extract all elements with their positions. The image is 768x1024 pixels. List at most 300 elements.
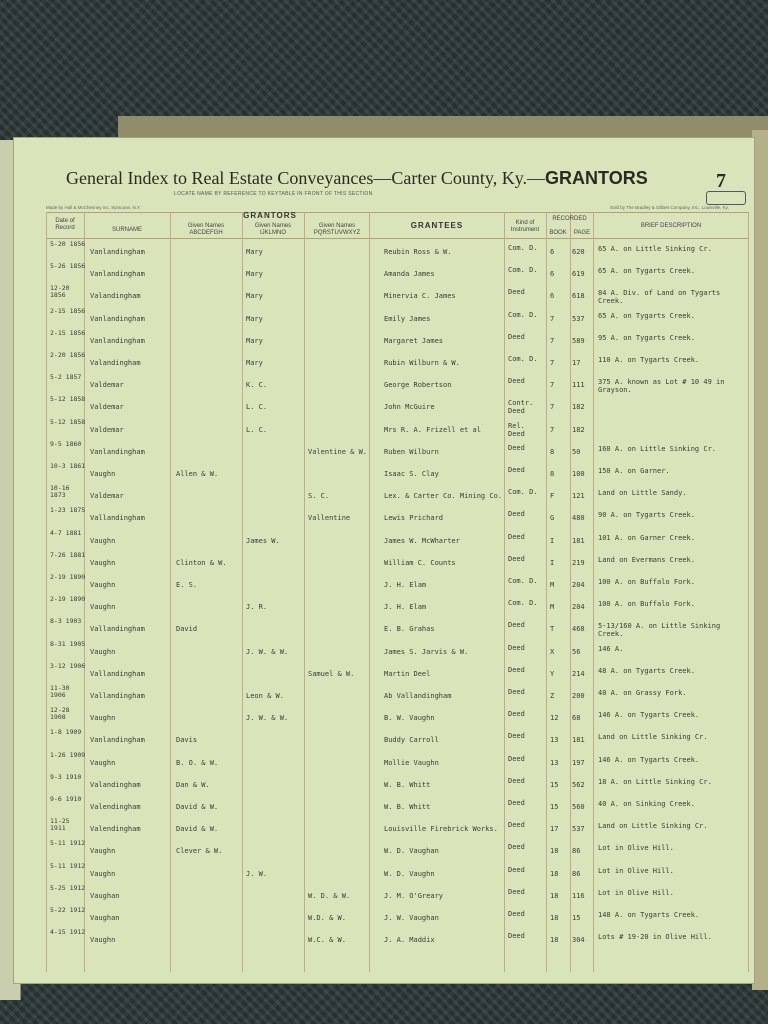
- entry-book: M: [550, 603, 555, 612]
- entry-grantee: W. D. Vaughn: [384, 869, 435, 878]
- header-top-rule: [46, 212, 748, 213]
- entry-grantee: W. B. Whitt: [384, 803, 431, 811]
- entry-surname: Vaughn: [90, 714, 116, 723]
- entry-grantee: Minervia C. James: [384, 292, 456, 301]
- entry-date: 9-3 1910: [50, 772, 82, 781]
- entry-book: Y: [550, 669, 555, 678]
- entry-given-ijklmno: J. R.: [246, 603, 268, 612]
- entry-surname: Vaughan: [90, 891, 120, 900]
- entry-grantee: John McGuire: [384, 403, 435, 412]
- entry-grantee: Amanda James: [384, 270, 435, 279]
- entry-book: 6: [550, 292, 555, 301]
- entry-book: 13: [550, 758, 559, 767]
- entry-grantee: James S. Jarvis & W.: [384, 647, 469, 656]
- table-row: [14, 596, 754, 618]
- entry-kind: Com. D.: [508, 355, 538, 363]
- entry-book: 12: [550, 714, 559, 723]
- entry-book: 18: [550, 847, 559, 856]
- entry-given-abcdefgh: E. S.: [176, 581, 198, 589]
- entry-book: M: [550, 581, 555, 589]
- entry-book: 7: [550, 314, 555, 323]
- entry-surname: Vanlandingham: [90, 336, 145, 345]
- entry-kind: Deed: [508, 710, 525, 719]
- entry-page: 618: [572, 292, 585, 301]
- entry-grantee: Margaret James: [384, 336, 444, 345]
- entry-grantee: Lewis Prichard: [384, 514, 444, 523]
- entry-grantee: W. D. Vaughan: [384, 847, 439, 856]
- table-row: [14, 863, 754, 885]
- entry-date: 5-20 1856: [50, 240, 86, 248]
- entry-grantee: E. B. Grahas: [384, 625, 435, 634]
- col-header-given-1: Given Names ABCDEFGH: [187, 223, 225, 236]
- entry-given-pqrstuvwxyz: W. D. & W.: [308, 891, 351, 900]
- entry-kind: Deed: [508, 865, 525, 874]
- entry-kind: Com. D.: [508, 599, 538, 608]
- entry-description: Lots # 19-20 in Olive Hill.: [598, 933, 712, 942]
- entry-grantee: J. W. Vaughan: [384, 914, 439, 922]
- entry-book: 6: [550, 248, 555, 256]
- entry-date: 2-20 1856: [50, 351, 86, 359]
- entry-description: 40 A. on Grassy Fork.: [598, 689, 687, 697]
- entry-surname: Valandingham: [90, 780, 141, 789]
- entry-surname: Vallandingham: [90, 669, 145, 678]
- entry-kind: Deed: [508, 910, 525, 918]
- entry-surname: Vallandingham: [90, 625, 145, 634]
- table-row: [14, 641, 754, 663]
- entry-description: 101 A. on Garner Creek.: [598, 533, 695, 542]
- entry-description: 48 A. on Tygarts Creek.: [598, 666, 695, 675]
- entry-book: 17: [550, 825, 559, 834]
- entry-description: 375 A. known as Lot # 10 49 in Grayson.: [598, 378, 725, 395]
- table-row: [14, 241, 754, 263]
- entry-description: Land on Evermans Creek.: [598, 555, 695, 564]
- entry-page: 214: [572, 669, 585, 678]
- entry-surname: Valdemar: [90, 492, 124, 501]
- entry-date: 2-15 1856: [50, 306, 86, 315]
- entry-date: 12-20 1856: [50, 284, 70, 300]
- entry-description: Land on Little Sinking Cr.: [598, 822, 708, 831]
- entry-page: 15: [572, 914, 581, 922]
- entry-surname: Vaughn: [90, 936, 116, 945]
- entry-description: 18 A. on Little Sinking Cr.: [598, 777, 712, 786]
- table-row: [14, 907, 754, 929]
- entry-book: 7: [550, 381, 555, 390]
- entry-book: I: [550, 558, 555, 567]
- entry-surname: Vaughn: [90, 536, 116, 545]
- entry-kind: Deed: [508, 332, 525, 341]
- entry-kind: Deed: [508, 554, 525, 563]
- entry-given-ijklmno: L. C.: [246, 425, 268, 434]
- entry-book: Z: [550, 692, 555, 700]
- table-row: [14, 263, 754, 285]
- entry-book: G: [550, 514, 555, 523]
- entry-kind: Deed: [508, 532, 525, 541]
- col-header-recorded: RECORDED: [552, 216, 587, 222]
- table-row: [14, 840, 754, 862]
- entry-kind: Rel. Deed: [508, 421, 525, 438]
- entry-date: 2-19 1890: [50, 595, 86, 604]
- col-header-description: BRIEF DESCRIPTION: [640, 223, 702, 229]
- entry-page: 537: [572, 314, 585, 323]
- entry-given-ijklmno: Mary: [246, 336, 263, 345]
- entry-surname: Vaughn: [90, 647, 116, 656]
- entry-given-ijklmno: James W.: [246, 536, 280, 545]
- entry-kind: Com. D.: [508, 266, 538, 275]
- entry-given-abcdefgh: Davis: [176, 736, 198, 745]
- entry-kind: Com. D.: [508, 244, 538, 252]
- table-row: [14, 729, 754, 751]
- entry-page: 480: [572, 514, 585, 523]
- entry-given-ijklmno: Mary: [246, 359, 263, 367]
- entry-date: 11-30 1906: [50, 684, 70, 699]
- table-row: [14, 796, 754, 818]
- entry-surname: Vaughn: [90, 558, 116, 567]
- entry-page: 17: [572, 359, 581, 367]
- entry-page: 219: [572, 558, 585, 567]
- entry-given-pqrstuvwxyz: W.C. & W.: [308, 936, 346, 945]
- entry-date: 2-19 1890: [50, 573, 86, 581]
- entry-page: 111: [572, 381, 585, 390]
- entry-surname: Vanlandingham: [90, 736, 145, 745]
- entry-surname: Vanlandingham: [90, 314, 145, 323]
- entry-grantee: George Robertson: [384, 381, 452, 390]
- entry-given-ijklmno: J. W. & W.: [246, 714, 289, 723]
- entry-grantee: W. B. Whitt: [384, 780, 431, 789]
- entry-kind: Deed: [508, 932, 525, 941]
- entry-grantee: James W. McWharter: [384, 536, 460, 545]
- entry-page: 204: [572, 581, 585, 589]
- entry-book: I: [550, 536, 555, 545]
- page-title: General Index to Real Estate Conveyances—Carter County, Ky.—GRANTORS: [66, 168, 648, 188]
- entry-page: 204: [572, 603, 585, 612]
- entry-date: 10-3 1861: [50, 462, 86, 470]
- entry-book: 13: [550, 736, 559, 745]
- entry-grantee: Emily James: [384, 314, 431, 323]
- entry-grantee: Lex. & Carter Co. Mining Co.: [384, 492, 503, 501]
- entry-surname: Vanlandingham: [90, 248, 145, 256]
- col-header-given-3: Given Names PQRSTUVWXYZ: [313, 223, 361, 236]
- table-row: [14, 752, 754, 774]
- entry-page: 182: [572, 425, 585, 434]
- entry-date: 1-26 1909: [50, 750, 86, 759]
- entry-date: 5-11 1912: [50, 861, 86, 870]
- entry-grantee: Rubin Wilburn & W.: [384, 359, 460, 367]
- entry-book: 18: [550, 891, 559, 900]
- table-row: [14, 774, 754, 796]
- table-row: [14, 818, 754, 840]
- entry-book: 15: [550, 780, 559, 789]
- entry-surname: Valdemar: [90, 403, 124, 412]
- entry-given-abcdefgh: Allen & W.: [176, 470, 219, 478]
- entry-date: 10-16 1873: [50, 484, 70, 500]
- entry-book: 18: [550, 869, 559, 878]
- table-row: [14, 885, 754, 907]
- entry-grantee: William C. Counts: [384, 558, 456, 567]
- entry-date: 8-3 1903: [50, 617, 82, 626]
- entry-kind: Deed: [508, 887, 525, 896]
- entry-description: 65 A. on Tygarts Creek.: [598, 311, 695, 320]
- entry-description: 65 A. on Tygarts Creek.: [598, 267, 695, 276]
- entry-kind: Deed: [508, 288, 525, 297]
- entry-page: 537: [572, 825, 585, 834]
- publisher-right: Sold by The Bradley & Gilbert Company, Inc., Louisville, Ky.: [610, 205, 729, 210]
- entry-kind: Deed: [508, 688, 525, 696]
- table-row: [14, 707, 754, 729]
- entry-grantee: Mollie Vaughn: [384, 758, 439, 767]
- entry-page: 562: [572, 780, 585, 789]
- entry-date: 4-7 1881: [50, 528, 82, 537]
- entry-date: 5-25 1912: [50, 883, 86, 892]
- entry-kind: Deed: [508, 821, 525, 830]
- entry-description: Lot in Olive Hill.: [598, 888, 674, 897]
- entry-given-ijklmno: Mary: [246, 270, 263, 279]
- entry-surname: Vaughn: [90, 847, 116, 856]
- col-header-book: BOOK: [549, 230, 567, 236]
- table-row: [14, 285, 754, 307]
- table-row: [14, 463, 754, 485]
- col-header-given-2: Given Names IJKLMNO: [254, 223, 292, 236]
- entry-date: 5-22 1912: [50, 906, 86, 914]
- entry-kind: Com. D.: [508, 310, 538, 319]
- table-row: [14, 552, 754, 574]
- entry-page: 86: [572, 847, 581, 856]
- entry-grantee: J. H. Elam: [384, 603, 427, 612]
- table-row: [14, 618, 754, 640]
- table-row: [14, 396, 754, 418]
- entry-page: 121: [572, 492, 585, 501]
- header-bottom-rule: [46, 238, 748, 239]
- entry-book: 7: [550, 336, 555, 345]
- entry-given-pqrstuvwxyz: W.D. & W.: [308, 914, 346, 922]
- entry-page: 100: [572, 470, 585, 478]
- entry-grantee: J. A. Maddix: [384, 936, 435, 945]
- entry-kind: Deed: [508, 466, 525, 474]
- entry-date: 7-26 1881: [50, 550, 86, 559]
- entry-description: Lot in Olive Hill.: [598, 866, 674, 875]
- entry-book: 7: [550, 403, 555, 412]
- entry-kind: Contr. Deed: [508, 399, 534, 416]
- entry-grantee: Martin Deel: [384, 669, 431, 678]
- table-row: [14, 663, 754, 685]
- entry-grantee: Louisville Firebrick Works.: [384, 825, 498, 834]
- entry-description: 65 A. on Little Sinking Cr.: [598, 245, 712, 253]
- entry-grantee: B. W. Vaughn: [384, 714, 435, 723]
- entry-page: 56: [572, 647, 581, 656]
- entry-kind: Deed: [508, 754, 525, 763]
- entry-kind: Deed: [508, 621, 525, 630]
- entry-kind: Com. D.: [508, 577, 538, 585]
- entry-given-abcdefgh: B. O. & W.: [176, 758, 219, 767]
- entry-surname: Valdemar: [90, 425, 124, 434]
- table-row: [14, 485, 754, 507]
- entry-page: 304: [572, 936, 585, 945]
- entry-surname: Vaughn: [90, 470, 116, 478]
- table-row: [14, 530, 754, 552]
- entry-page: 620: [572, 248, 585, 256]
- entry-description: Lot in Olive Hill.: [598, 844, 674, 853]
- entry-grantee: Ruben Wilburn: [384, 447, 439, 456]
- entry-given-ijklmno: Mary: [246, 248, 263, 256]
- col-header-surname: SURNAME: [111, 227, 142, 233]
- entry-given-pqrstuvwxyz: Vallentine: [308, 514, 351, 523]
- entry-book: X: [550, 647, 555, 656]
- entry-description: 148 A. on Tygarts Creek.: [598, 911, 700, 919]
- col-header-kind: Kind of Instrument: [510, 220, 540, 233]
- entry-date: 9-5 1860: [50, 439, 82, 448]
- ledger-page: [14, 138, 754, 983]
- entry-date: 3-12 1906: [50, 661, 86, 670]
- entry-date: 12-28 1908: [50, 706, 70, 722]
- table-row: [14, 374, 754, 396]
- entry-grantee: Reubin Ross & W.: [384, 248, 452, 256]
- entry-page: 68: [572, 714, 581, 723]
- table-row: [14, 507, 754, 529]
- entry-book: F: [550, 492, 555, 501]
- table-row: [14, 574, 754, 596]
- entry-kind: Deed: [508, 510, 525, 519]
- entry-page: 181: [572, 736, 585, 745]
- entry-grantee: Mrs R. A. Frizell et al: [384, 425, 481, 434]
- entry-page: 86: [572, 869, 581, 878]
- entry-book: 18: [550, 936, 559, 945]
- entry-description: 146 A.: [598, 644, 624, 653]
- col-header-grantees: GRANTEES: [410, 221, 464, 230]
- table-row: [14, 330, 754, 352]
- page-subtitle: LOCATE NAME BY REFERENCE TO KEYTABLE IN FRONT OF THIS SECTION: [174, 191, 373, 197]
- entry-grantee: J. H. Elam: [384, 581, 427, 589]
- entry-description: 150 A. on Garner.: [598, 467, 670, 475]
- entry-surname: Valandingham: [90, 292, 141, 301]
- entry-description: 110 A. on Tygarts Creek.: [598, 356, 700, 364]
- entry-date: 9-6 1910: [50, 795, 82, 803]
- entry-description: 146 A. on Tygarts Creek.: [598, 755, 700, 764]
- entry-page: 589: [572, 336, 585, 345]
- entry-given-ijklmno: Leon & W.: [246, 692, 284, 700]
- entry-kind: Deed: [508, 843, 525, 852]
- entry-page: 619: [572, 270, 585, 279]
- entry-surname: Vaughn: [90, 758, 116, 767]
- entry-kind: Deed: [508, 377, 525, 386]
- entry-page: 182: [572, 403, 585, 412]
- entry-surname: Vaughan: [90, 914, 120, 922]
- entry-kind: Deed: [508, 732, 525, 741]
- entry-description: 84 A. Div. of Land on Tygarts Creek.: [598, 289, 721, 306]
- entry-surname: Valendingham: [90, 825, 141, 834]
- entry-kind: Com. D.: [508, 488, 538, 497]
- col-header-grantors: GRANTORS: [243, 211, 297, 220]
- entry-date: 2-15 1856: [50, 328, 86, 337]
- table-row: [14, 441, 754, 463]
- entry-date: 5-26 1856: [50, 262, 86, 271]
- entry-description: Land on Little Sinking Cr.: [598, 733, 708, 742]
- entry-page: 116: [572, 891, 585, 900]
- entry-given-abcdefgh: Dan & W.: [176, 780, 210, 789]
- entry-surname: Valendingham: [90, 803, 141, 811]
- entry-surname: Valdemar: [90, 381, 124, 390]
- entry-surname: Vallandingham: [90, 692, 145, 700]
- entry-surname: Vaughn: [90, 869, 116, 878]
- entry-date: 5-12 1858: [50, 395, 86, 404]
- entry-description: Land on Little Sandy.: [598, 489, 687, 498]
- col-header-page: PAGE: [573, 230, 591, 236]
- right-page-stack: [752, 130, 768, 990]
- entry-given-pqrstuvwxyz: Samuel & W.: [308, 669, 355, 678]
- entry-kind: Deed: [508, 665, 525, 674]
- publisher-left: Made by Hall & McChesney Inc, Syracuse, N.Y.: [46, 205, 141, 210]
- entry-kind: Deed: [508, 643, 525, 652]
- entry-grantee: Isaac S. Clay: [384, 470, 439, 478]
- entry-book: 6: [550, 270, 555, 279]
- entry-surname: Vaughn: [90, 603, 116, 612]
- col-header-date: Date of Record: [55, 218, 75, 231]
- entry-given-ijklmno: Mary: [246, 292, 263, 301]
- entry-book: 8: [550, 470, 555, 478]
- entry-kind: Deed: [508, 443, 525, 452]
- entry-book: 8: [550, 447, 555, 456]
- entry-surname: Valandingham: [90, 359, 141, 367]
- entry-date: 11-25 1911: [50, 817, 70, 833]
- entry-book: 15: [550, 803, 559, 811]
- page-index-tab: [706, 191, 746, 205]
- entry-grantee: Buddy Carroll: [384, 736, 439, 745]
- table-row: [14, 685, 754, 707]
- entry-surname: Vallandingham: [90, 514, 145, 523]
- entry-book: T: [550, 625, 555, 634]
- entry-given-abcdefgh: Clever & W.: [176, 847, 223, 856]
- table-row: [14, 929, 754, 951]
- entry-given-abcdefgh: Clinton & W.: [176, 558, 227, 567]
- entry-page: 181: [572, 536, 585, 545]
- entry-given-ijklmno: J. W.: [246, 869, 268, 878]
- entry-page: 197: [572, 758, 585, 767]
- entry-date: 1-23 1875: [50, 506, 86, 515]
- entry-book: 7: [550, 359, 555, 367]
- entry-description: 40 A. on Sinking Creek.: [598, 800, 695, 808]
- entry-date: 5-11 1912: [50, 839, 86, 848]
- entry-page: 50: [572, 447, 581, 456]
- entry-given-ijklmno: J. W. & W.: [246, 647, 289, 656]
- entry-description: 146 A. on Tygarts Creek.: [598, 711, 700, 720]
- entry-date: 1-8 1909: [50, 728, 82, 737]
- entry-date: 8-31 1905: [50, 639, 86, 648]
- entry-page: 560: [572, 803, 585, 811]
- table-row: [14, 308, 754, 330]
- entry-date: 5-2 1857: [50, 373, 82, 382]
- entry-kind: Deed: [508, 799, 525, 807]
- entry-surname: Vanlandingham: [90, 270, 145, 279]
- entry-given-pqrstuvwxyz: S. C.: [308, 492, 330, 501]
- table-row: [14, 352, 754, 374]
- entry-description: 100 A. on Buffalo Fork.: [598, 578, 695, 586]
- entry-given-abcdefgh: David & W.: [176, 825, 219, 834]
- entry-description: 100 A. on Buffalo Fork.: [598, 600, 695, 609]
- entry-given-abcdefgh: David: [176, 625, 198, 634]
- entry-date: 4-15 1912: [50, 928, 86, 937]
- entry-description: 5-13/160 A. on Little Sinking Creek.: [598, 622, 721, 639]
- entry-given-ijklmno: L. C.: [246, 403, 268, 412]
- entry-description: 160 A. on Little Sinking Cr.: [598, 444, 717, 453]
- entry-given-pqrstuvwxyz: Valentine & W.: [308, 447, 368, 456]
- page-number: 7: [716, 170, 726, 192]
- entry-kind: Deed: [508, 776, 525, 785]
- entry-page: 468: [572, 625, 585, 634]
- entry-description: 90 A. on Tygarts Creek.: [598, 511, 695, 520]
- entry-book: 18: [550, 914, 559, 922]
- entry-page: 200: [572, 692, 585, 700]
- entry-given-ijklmno: K. C.: [246, 381, 268, 390]
- entry-book: 7: [550, 425, 555, 434]
- entry-description: 95 A. on Tygarts Creek.: [598, 333, 695, 342]
